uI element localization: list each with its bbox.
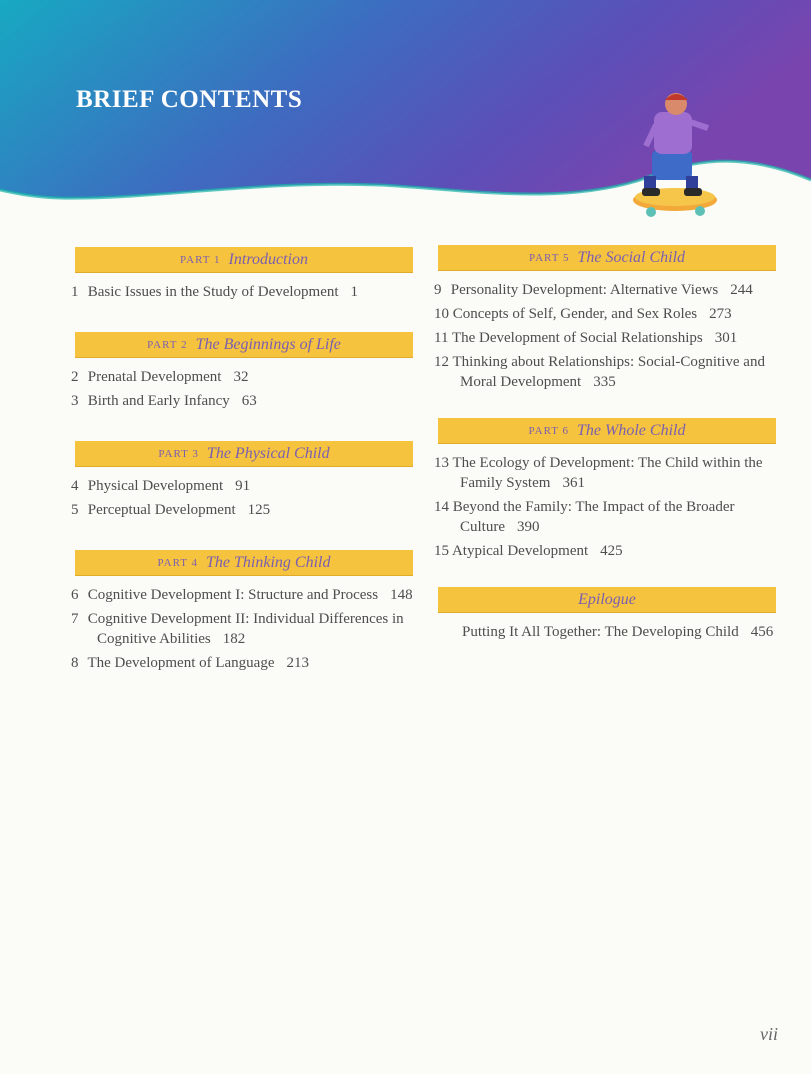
part-header <box>75 332 413 357</box>
chapter-title: The Development of Social Relationships <box>451 330 703 346</box>
chapter-title: Concepts of Self, Gender, and Sex Roles <box>452 306 698 322</box>
chapter-title: Beyond the Family: The Impact of the Broader Culture <box>452 499 735 535</box>
part-header <box>438 245 776 270</box>
left-column <box>71 247 413 677</box>
chapter-title: Cognitive Development I: Structure and Process <box>87 587 379 603</box>
part-title: The Beginnings of Life <box>195 335 341 353</box>
chapter-entry[interactable]: 7 Cognitive Development II: Individual Differences in Cognitive Abilities 182 <box>71 611 404 647</box>
chapter-entry[interactable]: 2 Prenatal Development 32 <box>71 369 249 385</box>
chapter-list <box>434 280 776 392</box>
chapter-list <box>71 476 413 520</box>
chapter-entry[interactable] <box>434 541 776 561</box>
chapter-page: 63 <box>241 393 257 409</box>
chapter-title: Thinking about Relationships: Social-Cognitive and Moral Development <box>452 354 765 390</box>
page-title: BRIEF CONTENTS <box>76 86 303 113</box>
chapter-entry[interactable]: 8 The Development of Language 213 <box>71 655 309 671</box>
chapter-page: 390 <box>517 519 540 535</box>
chapter-title: Prenatal Development <box>87 369 222 385</box>
chapter-entry[interactable] <box>434 304 776 324</box>
chapter-title: Perceptual Development <box>87 502 236 518</box>
chapter-title: Atypical Development <box>451 543 589 559</box>
part-title: The Physical Child <box>206 444 330 462</box>
chapter-entry[interactable]: 5 Perceptual Development 125 <box>71 502 271 518</box>
chapter-list <box>71 585 413 673</box>
header-banner <box>0 0 811 240</box>
toc-epilogue <box>438 587 776 642</box>
chapter-title: Physical Development <box>87 478 224 494</box>
chapter-page: 182 <box>222 631 246 647</box>
chapter-list <box>71 282 413 302</box>
chapter-entry[interactable]: 1 Basic Issues in the Study of Development 1 <box>71 284 359 300</box>
chapter-title: The Ecology of Development: The Child within the Family System <box>452 455 763 491</box>
chapter-number: 15 <box>434 543 449 559</box>
part-title: The Whole Child <box>577 421 686 439</box>
toc-part <box>71 332 413 411</box>
chapter-title: Birth and Early Infancy <box>87 393 230 409</box>
chapter-page: 148 <box>390 587 413 603</box>
toc-part <box>71 441 413 520</box>
part-number: PART 4 <box>157 556 199 569</box>
chapter-page: 32 <box>233 369 249 385</box>
chapter-entry[interactable]: 4 Physical Development 91 <box>71 478 251 494</box>
part-number: PART 2 <box>147 338 188 351</box>
chapter-entry[interactable]: 3 Birth and Early Infancy 63 <box>71 393 257 409</box>
part-header <box>75 247 413 272</box>
toc-part <box>434 245 776 392</box>
chapter-number: 14 <box>434 499 449 515</box>
part-number: PART 5 <box>528 251 570 264</box>
epilogue-list <box>438 622 776 642</box>
chapter-page: 273 <box>709 306 732 322</box>
part-number: PART 6 <box>528 424 570 437</box>
part-header <box>75 550 413 575</box>
epilogue-entry[interactable] <box>438 622 776 642</box>
chapter-number: 10 <box>434 306 449 322</box>
chapter-entry[interactable] <box>434 352 776 392</box>
part-header <box>438 418 776 443</box>
chapter-number: 11 <box>434 330 449 346</box>
part-header <box>75 441 413 466</box>
epilogue-title: Epilogue <box>578 590 636 608</box>
part-title: Introduction <box>228 250 308 268</box>
part-title: The Social Child <box>577 248 686 266</box>
chapter-list <box>434 453 776 561</box>
chapter-page: 425 <box>600 543 623 559</box>
chapter-entry[interactable]: 9 Personality Development: Alternative Views 244 <box>434 282 753 298</box>
chapter-page: 91 <box>235 478 251 494</box>
chapter-entry[interactable] <box>434 497 776 537</box>
chapter-entry[interactable] <box>434 328 776 348</box>
epilogue-header <box>438 587 776 612</box>
chapter-title: Personality Development: Alternative Views <box>450 282 719 298</box>
chapter-number: 13 <box>434 455 449 471</box>
chapter-list <box>71 367 413 411</box>
part-title: The Thinking Child <box>206 553 331 571</box>
epilogue-entry-page: 456 <box>750 624 774 640</box>
chapter-page: 1 <box>350 284 359 300</box>
chapter-page: 213 <box>286 655 309 671</box>
epilogue-entry-title: Putting It All Together: The Developing Child <box>462 624 739 640</box>
chapter-title: Cognitive Development II: Individual Differences in Cognitive Abilities <box>87 611 404 647</box>
toc-part <box>434 418 776 561</box>
chapter-page: 125 <box>247 502 271 518</box>
chapter-entry[interactable] <box>434 453 776 493</box>
part-number: PART 1 <box>180 253 221 266</box>
chapter-page: 361 <box>562 475 585 491</box>
toc-part <box>71 247 413 302</box>
toc-part <box>71 550 413 673</box>
chapter-title: Basic Issues in the Study of Development <box>87 284 339 300</box>
part-number: PART 3 <box>158 447 199 460</box>
chapter-title: The Development of Language <box>87 655 275 671</box>
chapter-page: 301 <box>714 330 738 346</box>
chapter-page: 244 <box>730 282 753 298</box>
page-number: vii <box>760 1024 778 1044</box>
chapter-number: 12 <box>434 354 449 370</box>
right-column <box>434 245 776 646</box>
chapter-entry[interactable]: 6 Cognitive Development I: Structure and Process 148 <box>71 587 413 603</box>
chapter-page: 335 <box>593 374 616 390</box>
